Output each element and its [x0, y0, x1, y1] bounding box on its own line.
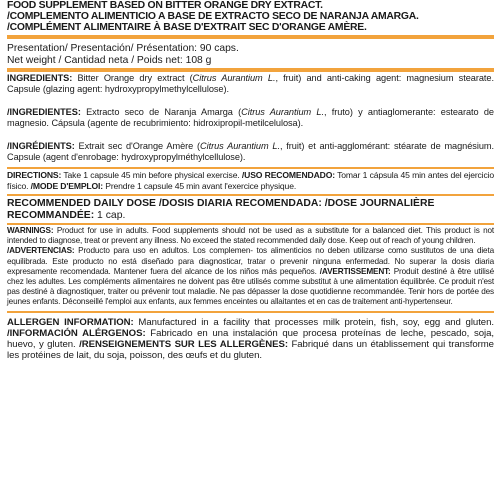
accent-divider	[7, 35, 494, 39]
ingredients-en-text: Bitter Orange dry extract (	[72, 73, 193, 84]
warnings-label-en: WARNINGS:	[7, 226, 54, 235]
warnings-text-fr: Produit destiné à être utilisé chez les adultes. Les compléments alimentaires ne doivent pas être utilisés comme substitut à une alimentation équilibrée. Ce produit n'est pas destiné à diagnostiquer, traiter ou prévenir tout maladie. Ne pas dépasser la dose quotidienne recommandée. Tenir hors de portée des jeunes enfants. Déconseillé l'emploi aux enfants, aux femmes enceintes ou allaitantes et en cas de traitement anti-hypertenseur.	[7, 266, 494, 307]
ingredients-fr	[7, 140, 494, 163]
allergen-text-es: Fabricado en una instalación que procesa proteínas de leche, pescado, soja, huevo, y gluten.	[7, 327, 494, 351]
directions-label-en: DIRECTIONS:	[7, 170, 62, 181]
directions-section	[7, 170, 494, 192]
presentation-section	[7, 43, 494, 66]
allergen-label-es: /INFORMACIÓN ALÉRGENOS:	[7, 327, 146, 339]
warnings-text-es: Producto para uso en adultos. Los complemen- tos alimenticios no deben utilizarse como sustitutos de una dieta equilibrada. Este producto no está diseñado para diagnosticar, tratar o prevenir ninguna enfermedad. No superar la dosis diaria expresamente recomendada. Mantener fuera del alcance de los niños más pequeños.	[7, 246, 494, 276]
ingredients-es-label: /INGREDIENTES:	[7, 107, 81, 118]
directions-label-es: /USO RECOMENDADO:	[241, 170, 335, 181]
allergen-label-en: ALLERGEN INFORMATION:	[7, 316, 134, 328]
ingredients-en-latin: Citrus Aurantium L.	[192, 73, 276, 84]
daily-dose-section	[7, 198, 494, 221]
warnings-label-es: /ADVERTENCIAS:	[7, 246, 75, 256]
ingredients-es-text: Extracto seco de Naranja Amarga (	[80, 107, 242, 118]
accent-divider	[7, 194, 494, 196]
accent-divider	[7, 311, 494, 313]
net-weight-line: Net weight / Cantidad neta / Poids net: 108 g	[7, 54, 212, 66]
allergen-text-fr: Fabriqué dans un établissement qui transforme les protéines de lait, du soja, poisson, des œufs et du gluten.	[7, 339, 494, 362]
accent-divider	[7, 223, 494, 225]
directions-text-fr: Prendre 1 capsule 45 min avant l'exercice physique.	[103, 181, 297, 192]
ingredients-es-text-rest: , fruto) y antiaglomerante: estearato de magnesio. Cápsula (agente de recubrimiento: hidroxipropil-metilcelulosa).	[7, 107, 494, 129]
title-line-en: FOOD SUPPLEMENT BASED ON BITTER ORANGE DRY EXTRACT.	[7, 0, 323, 11]
ingredients-fr-label: /INGRÉDIENTS:	[7, 141, 75, 152]
directions-text-en: Take 1 capsule 45 min before physical exercise.	[61, 170, 242, 181]
warnings-text-en: Product for use in adults. Food supplements should not be used as a substitute for a balanced diet. This product is not intended to diagnose, treat or prevent any illness. No exceed the stated recommended daily dose. Keep out of reach of young children.	[7, 226, 494, 246]
ingredients-fr-latin: Citrus Aurantium L.	[200, 141, 280, 152]
warnings-section	[7, 226, 494, 308]
allergen-section	[7, 317, 494, 362]
ingredients-fr-text: Extrait sec d'Orange Amère (	[74, 141, 201, 152]
ingredients-es-latin: Citrus Aurantium L.	[241, 107, 324, 118]
allergen-text-en: Manufactured in a facility that processes milk protein, fish, soy, egg and gluten.	[133, 316, 494, 328]
daily-dose-value: 1 cap.	[94, 209, 126, 221]
title-line-fr: /COMPLÉMENT ALIMENTAIRE À BASE D'EXTRAIT SEC D'ORANGE AMÈRE.	[7, 22, 367, 33]
ingredients-en-text-rest: , fruit) and anti-caking agent: magnesium stearate. Capsule (glazing agent: hydroxypropylmethylcellulose).	[7, 73, 494, 95]
ingredients-fr-text-rest: , fruit) et anti-agglomérant: stéarate de magnésium. Capsule (agent d'enrobage: hydroxypropylméthylcellulose).	[7, 141, 494, 163]
ingredients-es	[7, 106, 494, 129]
title-line-es: /COMPLEMENTO ALIMENTICIO A BASE DE EXTRACTO SECO DE NARANJA AMARGA.	[7, 11, 419, 22]
ingredients-en	[7, 72, 494, 95]
directions-label-fr: /MODE D'EMPLOI:	[30, 181, 104, 192]
daily-dose-label: RECOMMENDED DAILY DOSE /DOSIS DIARIA RECOMENDADA: /DOSE JOURNALIÈRE RECOMMANDÉE:	[7, 198, 435, 221]
allergen-label-fr: /RENSEIGNEMENTS SUR LES ALLERGÈNES:	[79, 339, 288, 351]
accent-divider	[7, 167, 494, 169]
directions-text-es: Tomar 1 cápsula 45 min antes del ejercicio físico.	[7, 170, 494, 192]
warnings-label-fr: /AVERTISSEMENT:	[316, 266, 391, 276]
product-title	[7, 0, 494, 33]
ingredients-en-label: INGREDIENTS:	[7, 73, 73, 84]
presentation-line: Presentation/ Presentación/ Présentation: 90 caps.	[7, 43, 239, 54]
